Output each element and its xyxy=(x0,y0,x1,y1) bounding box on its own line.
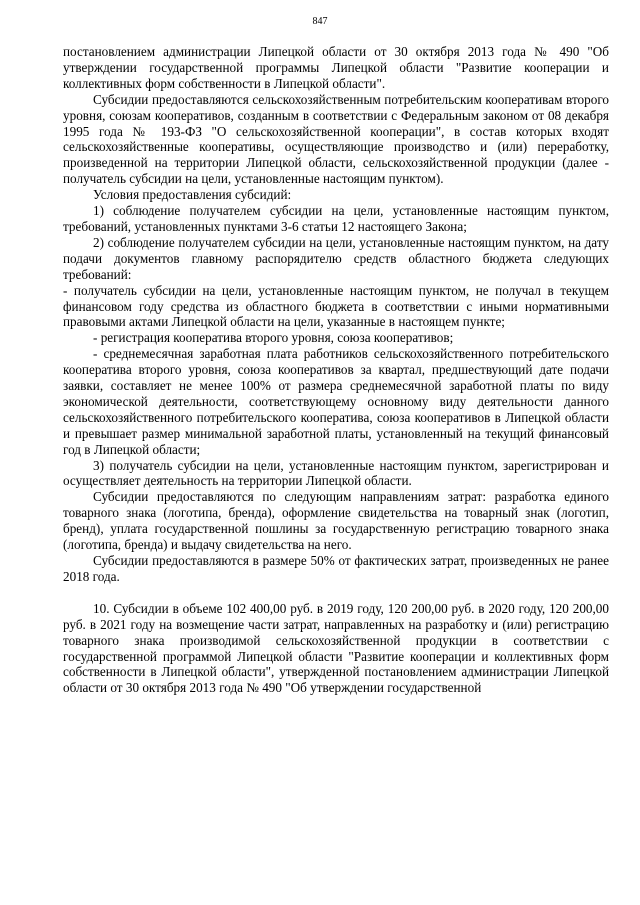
paragraph-2: Субсидии предоставляются сельскохозяйственным потребительским кооперативам второго уровня, союзам кооперативов, созданным в соответствии с Федеральным законом от 08 декабря 1995 года № 193-ФЗ "О сельскохозяйственной кооперации", в состав которых входят сельскохозяйственные кооперативы, осуществляющие производство и (или) переработку, произведенной на территории Липецкой области, сельскохозяйственной продукции (далее - получатель субсидии на цели, установленные настоящим пунктом). xyxy=(63,91,609,187)
paragraph-11: Субсидии предоставляются в размере 50% от фактических затрат, произведенных не ранее 2018 года. xyxy=(63,553,609,584)
paragraph-8: - среднемесячная заработная плата работников сельскохозяйственного потребительского кооператива второго уровня, союза кооперативов за квартал, предшествующий дате подачи заявки, составляет не менее 100% от размера среднемесячной заработной платы по виду экономической деятельности, соответствующему основному виду деятельности данного сельскохозяйственного потребительского кооператива, союза кооперативов в Липецкой области и превышает размер минимальной заработной платы, установленный на текущий финансовый год в Липецкой области; xyxy=(63,346,609,457)
paragraph-5: 2) соблюдение получателем субсидии на цели, установленные настоящим пунктом, на дату подачи документов главному распорядителю средств областного бюджета следующих требований: xyxy=(63,234,609,282)
paragraph-10: Субсидии предоставляются по следующим направлениям затрат: разработка единого товарного знака (логотипа, бренда), оформление свидетельства на товарный знак (логотип, бренд), уплата государственной пошлины за государственную регистрацию товарного знака (логотипа, бренда) и выдачу свидетельства на него. xyxy=(63,489,609,553)
paragraph-4: 1) соблюдение получателем субсидии на цели, установленные настоящим пунктом, требований, установленных пунктами 3-6 статьи 12 настоящего Закона; xyxy=(63,203,609,234)
paragraph-12: 10. Субсидии в объеме 102 400,00 руб. в 2019 году, 120 200,00 руб. в 2020 году, 120 200,00 руб. в 2021 году на возмещение части затрат, направленных на разработку и (или) регистрацию товарного знака производимой сельскохозяйственной продукции в соответствии с государственной программой Липецкой области "Развитие кооперации и коллективных форм собственности в Липецкой области", утвержденной постановлением администрации Липецкой области от 30 октября 2013 года № 490 "Об утверждении государственной xyxy=(63,600,609,696)
paragraph-7: - регистрация кооператива второго уровня, союза кооперативов; xyxy=(93,330,454,346)
document-body xyxy=(63,44,609,696)
paragraph-6: - получатель субсидии на цели, установленные настоящим пунктом, не получал в текущем финансовом году средства из областного бюджета в соответствии с иными нормативными правовыми актами Липецкой области на цели, указанные в настоящем пункте; xyxy=(63,282,609,330)
section-gap xyxy=(63,585,609,601)
paragraph-9: 3) получатель субсидии на цели, установленные настоящим пунктом, зарегистрирован и осуществляет деятельность на территории Липецкой области. xyxy=(63,457,609,489)
page-number: 847 xyxy=(312,16,328,27)
paragraph-3: Условия предоставления субсидий: xyxy=(93,187,292,203)
paragraph-1: постановлением администрации Липецкой области от 30 октября 2013 года № 490 "Об утверждении государственной программы Липецкой области "Развитие кооперации и коллективных форм собственности в Липецкой области". xyxy=(63,44,609,91)
